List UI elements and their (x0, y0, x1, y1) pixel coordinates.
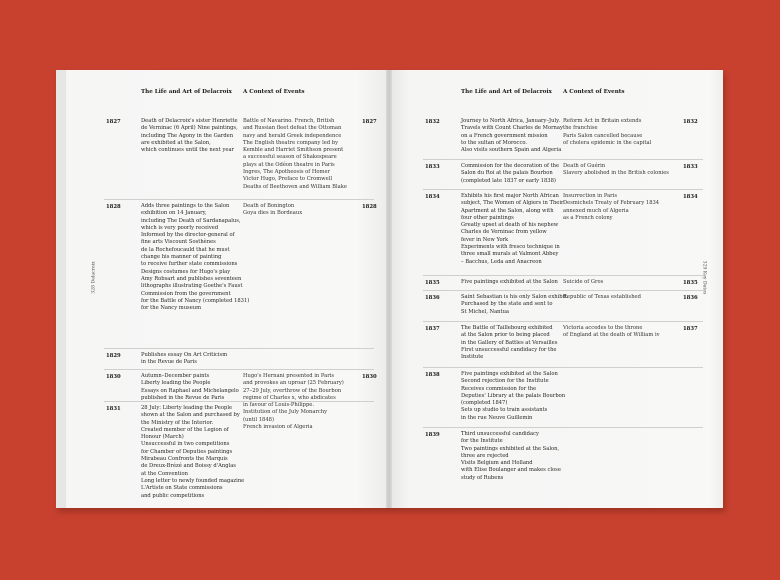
text-line: as a French colony (563, 214, 613, 221)
text-line: Institute (461, 354, 484, 361)
text-line: are exhibited at the Salon, (141, 139, 211, 146)
year-label-right: 1836 (683, 295, 698, 301)
year-label-right: 1828 (362, 204, 377, 210)
life-event-text (141, 405, 244, 500)
life-event-text (461, 118, 563, 154)
text-line: to receive further state commissions (141, 261, 238, 268)
text-line: for Chamber of Deputies paintings (141, 448, 233, 455)
context-event-text (563, 193, 659, 222)
text-line: Battle of Navarino. French, British (243, 118, 335, 124)
text-line: Five paintings exhibited at the Salon (461, 371, 558, 377)
text-line: Charles de Verninac from yellow (461, 229, 547, 236)
life-event-text (141, 352, 227, 367)
text-line: Autumn–December paints (141, 373, 210, 379)
text-line: Publishes essay On Art Criticism (141, 352, 228, 358)
text-line: in the Gallery of Battles at Versailles (461, 339, 558, 346)
text-line: The English theatre company led by (243, 139, 339, 146)
text-line: a successful season of Shakespeare (243, 154, 337, 161)
text-line: Victor Hugo, Preface to Cromwell (243, 176, 333, 183)
text-line: annexed much of Algeria (563, 207, 629, 214)
text-line: of cholera epidemic in the capital (563, 139, 652, 146)
text-line: St Michel, Nantua (461, 308, 510, 315)
year-label-right: 1827 (362, 119, 377, 125)
text-line: de la Rochefoucauld that he must (141, 246, 230, 253)
text-line: Republic of Texas established (563, 294, 641, 300)
text-line: Two paintings exhibited at the Salon, (461, 445, 560, 452)
text-line: for the Battle of Nancy (completed 1831) (141, 297, 250, 304)
text-line: including The Agony in the Garden (141, 132, 234, 139)
book-gutter (386, 70, 392, 508)
right-page (389, 70, 723, 508)
text-line: Victoria accedes to the throne (563, 325, 643, 331)
text-line: Insurrection in Paris (563, 193, 617, 199)
text-line: Third unsuccessful candidacy (461, 431, 539, 437)
year-label-right: 1833 (683, 164, 698, 170)
text-line: Exhibits his first major North African (461, 193, 559, 199)
life-event-text (461, 325, 557, 361)
text-line: in the Revue de Paris (141, 359, 197, 366)
text-line: Death of Delacroix's sister Henriette (141, 118, 238, 124)
text-line: to the sultan of Morocco. (461, 139, 528, 146)
text-line: Essays on Raphael and Michelangelo (141, 387, 239, 394)
text-line: and public competitions (141, 492, 205, 499)
header-life-and-art: The Life and Art of Delacroix (141, 89, 232, 95)
text-line: Travels with Count Charles de Mornay (461, 125, 563, 132)
text-line: Honour (March) (141, 434, 184, 441)
context-event-text (243, 373, 344, 431)
life-event-text (461, 279, 558, 286)
context-event-text (563, 163, 669, 178)
text-line: at the Convention (141, 470, 188, 477)
text-line: with Elise Boulanger and makes close (461, 467, 561, 474)
row-divider (104, 199, 374, 200)
text-line: Deputies' Library at the palais Bourbon (461, 392, 566, 399)
year-label: 1829 (106, 353, 121, 359)
life-event-text (461, 163, 559, 185)
page-edge (56, 70, 66, 508)
text-line: Desmichels Treaty of February 1834 (563, 200, 660, 207)
header-context-of-events: A Context of Events (563, 89, 625, 95)
text-line: Adds three paintings to the Salon (141, 203, 230, 209)
text-line: Slavery abolished in the British colonies (563, 170, 669, 177)
context-event-text (563, 325, 660, 340)
text-line: Unsuccessful in two competitions (141, 441, 230, 448)
text-line: at the Salon prior to being placed (461, 332, 550, 339)
text-line: Liberty leading the People (141, 380, 211, 387)
text-line: lithographs illustrating Goethe's Faust (141, 283, 243, 290)
text-line: Amy Robsart and publishes seventeen (141, 275, 242, 282)
row-divider (104, 401, 374, 402)
year-label: 1838 (425, 372, 440, 378)
row-divider (423, 159, 703, 160)
text-line: published in the Revue de Paris (141, 394, 225, 401)
year-label: 1827 (106, 119, 121, 125)
life-event-text (461, 371, 565, 422)
life-event-text (141, 373, 239, 402)
text-line: regime of Charles x, who abdicates (243, 394, 336, 401)
text-line: fine arts Viscount Sosthènes (141, 239, 216, 246)
left-page (56, 70, 389, 508)
row-divider (423, 367, 703, 368)
header-context-of-events: A Context of Events (243, 89, 305, 95)
text-line: of England at the death of William iv (563, 332, 660, 339)
text-line: Five paintings exhibited at the Salon (461, 279, 558, 285)
text-line: (until 1848) (243, 416, 274, 423)
row-divider (423, 427, 703, 428)
text-line: Goya dies in Bordeaux (243, 210, 303, 217)
text-line: in favour of Louis-Philippe. (243, 402, 315, 409)
text-line: three small murals at Valmont Abbey (461, 251, 559, 258)
text-line: Commission for the decoration of the (461, 163, 560, 169)
text-line: exhibition on 14 January, (141, 210, 207, 217)
text-line: including The Death of Sardanapalus, (141, 217, 241, 224)
text-line: study of Rubens (461, 474, 504, 481)
text-line: (completed 1847) (461, 400, 508, 407)
year-label: 1831 (106, 406, 121, 412)
context-event-text (243, 203, 302, 218)
text-line: The Battle of Taillebourg exhibited (461, 325, 553, 331)
text-line: which continues until the next year (141, 147, 235, 154)
life-event-text (461, 294, 568, 316)
open-book (56, 70, 723, 508)
context-event-text (243, 118, 347, 191)
row-divider (104, 348, 374, 349)
year-label-right: 1834 (683, 194, 698, 200)
text-line: Long letter to newly founded magazine (141, 477, 245, 484)
year-label: 1828 (106, 204, 121, 210)
text-line: First unsuccessful candidacy for the (461, 346, 557, 353)
text-line: Kemble and Harriet Smithson present (243, 147, 344, 154)
year-label-right: 1835 (683, 280, 698, 286)
text-line: for the Nancy museum (141, 305, 202, 312)
text-line: change his manner of painting (141, 254, 222, 261)
life-event-text (141, 118, 238, 154)
life-event-text (141, 203, 249, 312)
text-line: the Ministry of the Interior. (141, 419, 214, 426)
year-label: 1833 (425, 164, 440, 170)
life-event-text (461, 193, 564, 266)
text-line: L'Artiste on State commissions (141, 485, 223, 492)
row-divider (104, 369, 374, 370)
text-line: Institution of the July Monarchy (243, 409, 328, 416)
text-line: Informed by the director-general of (141, 232, 235, 239)
year-label: 1835 (425, 280, 440, 286)
text-line: Salon du Roi at the palais Bourbon (461, 170, 553, 177)
text-line: Deaths of Beethoven and William Blake (243, 183, 347, 190)
text-line: Receives commission for the (461, 385, 537, 392)
context-event-text (563, 279, 603, 286)
text-line: Visits Belgium and Holland (461, 460, 533, 467)
year-label: 1830 (106, 374, 121, 380)
text-line: – Bacchus, Leda and Anacreon (461, 258, 542, 265)
text-line: plays at the Odéon theatre in Paris (243, 161, 335, 168)
text-line: on a French government mission (461, 132, 548, 139)
year-label-right: 1830 (362, 374, 377, 380)
life-event-text (461, 431, 561, 482)
text-line: Sets up studio to train assistants (461, 407, 548, 414)
text-line: in the rue Neuve Guillemin (461, 414, 533, 421)
text-line: Death of Guérin (563, 163, 606, 169)
text-line: Journey to North Africa, January–July. (461, 118, 561, 124)
text-line: Mirabeau Confronts the Marquis (141, 456, 228, 463)
year-label-right: 1837 (683, 326, 698, 332)
text-line: 28 July: Liberty leading the People (141, 405, 233, 411)
year-label: 1837 (425, 326, 440, 332)
text-line: navy and herald Greek independence (243, 132, 342, 139)
year-label-right: 1832 (683, 119, 698, 125)
right-folio: 329 Key Dates (701, 260, 707, 295)
text-line: four other paintings (461, 214, 514, 221)
text-line: Also visits southern Spain and Algeria (461, 147, 562, 154)
text-line: three are rejected (461, 452, 509, 459)
text-line: 27–29 July, overthrow of the Bourbon (243, 387, 342, 394)
text-line: fever in New York (461, 236, 509, 243)
text-line: Hugo's Hernani presented in Paris (243, 373, 335, 379)
text-line: and Russian fleet defeat the Ottoman (243, 125, 342, 132)
text-line: de Verninac (6 April) Nine paintings, (141, 125, 238, 132)
row-divider (423, 189, 703, 190)
row-divider (423, 321, 703, 322)
year-label: 1836 (425, 295, 440, 301)
row-divider (423, 290, 703, 291)
left-folio: 328 Delacroix (91, 261, 97, 294)
header-life-and-art: The Life and Art of Delacroix (461, 89, 552, 95)
text-line: Reform Act in Britain extends (563, 118, 642, 124)
text-line: for the Institute (461, 438, 503, 445)
text-line: Paris Salon cancelled because (563, 132, 643, 139)
year-label: 1832 (425, 119, 440, 125)
text-line: Created member of the Legion of (141, 426, 229, 433)
text-line: (completed late 1837 or early 1838) (461, 177, 556, 184)
text-line: Designs costumes for Hugo's play (141, 268, 231, 275)
text-line: Purchased by the state and sent to (461, 301, 553, 308)
text-line: Greatly upset at death of his nephew (461, 222, 559, 229)
text-line: Apartment at the Salon, along with (461, 207, 554, 214)
text-line: de Dreux-Brézé and Boissy d'Anglas (141, 463, 236, 470)
text-line: Ingres, The Apotheosis of Homer (243, 169, 330, 176)
text-line: Second rejection for the Institute (461, 378, 549, 385)
text-line: which is very poorly received (141, 224, 219, 231)
text-line: Suicide of Gros (563, 279, 604, 285)
year-label: 1834 (425, 194, 440, 200)
text-line: French invasion of Algeria (243, 424, 313, 431)
row-divider (423, 275, 703, 276)
text-line: Experiments with fresco technique in (461, 244, 560, 251)
text-line: Commission from the government (141, 290, 231, 297)
text-line: Saint Sebastian is his only Salon exhibit. (461, 294, 569, 300)
text-line: subject, The Women of Algiers in Their (461, 200, 564, 207)
year-label: 1839 (425, 432, 440, 438)
text-line: the franchise (563, 125, 598, 132)
context-event-text (563, 118, 651, 147)
text-line: shown at the Salon and purchased by (141, 412, 240, 419)
text-line: Death of Bonington (243, 203, 295, 209)
text-line: and provokes an uproar (25 February) (243, 380, 344, 387)
context-event-text (563, 294, 641, 301)
